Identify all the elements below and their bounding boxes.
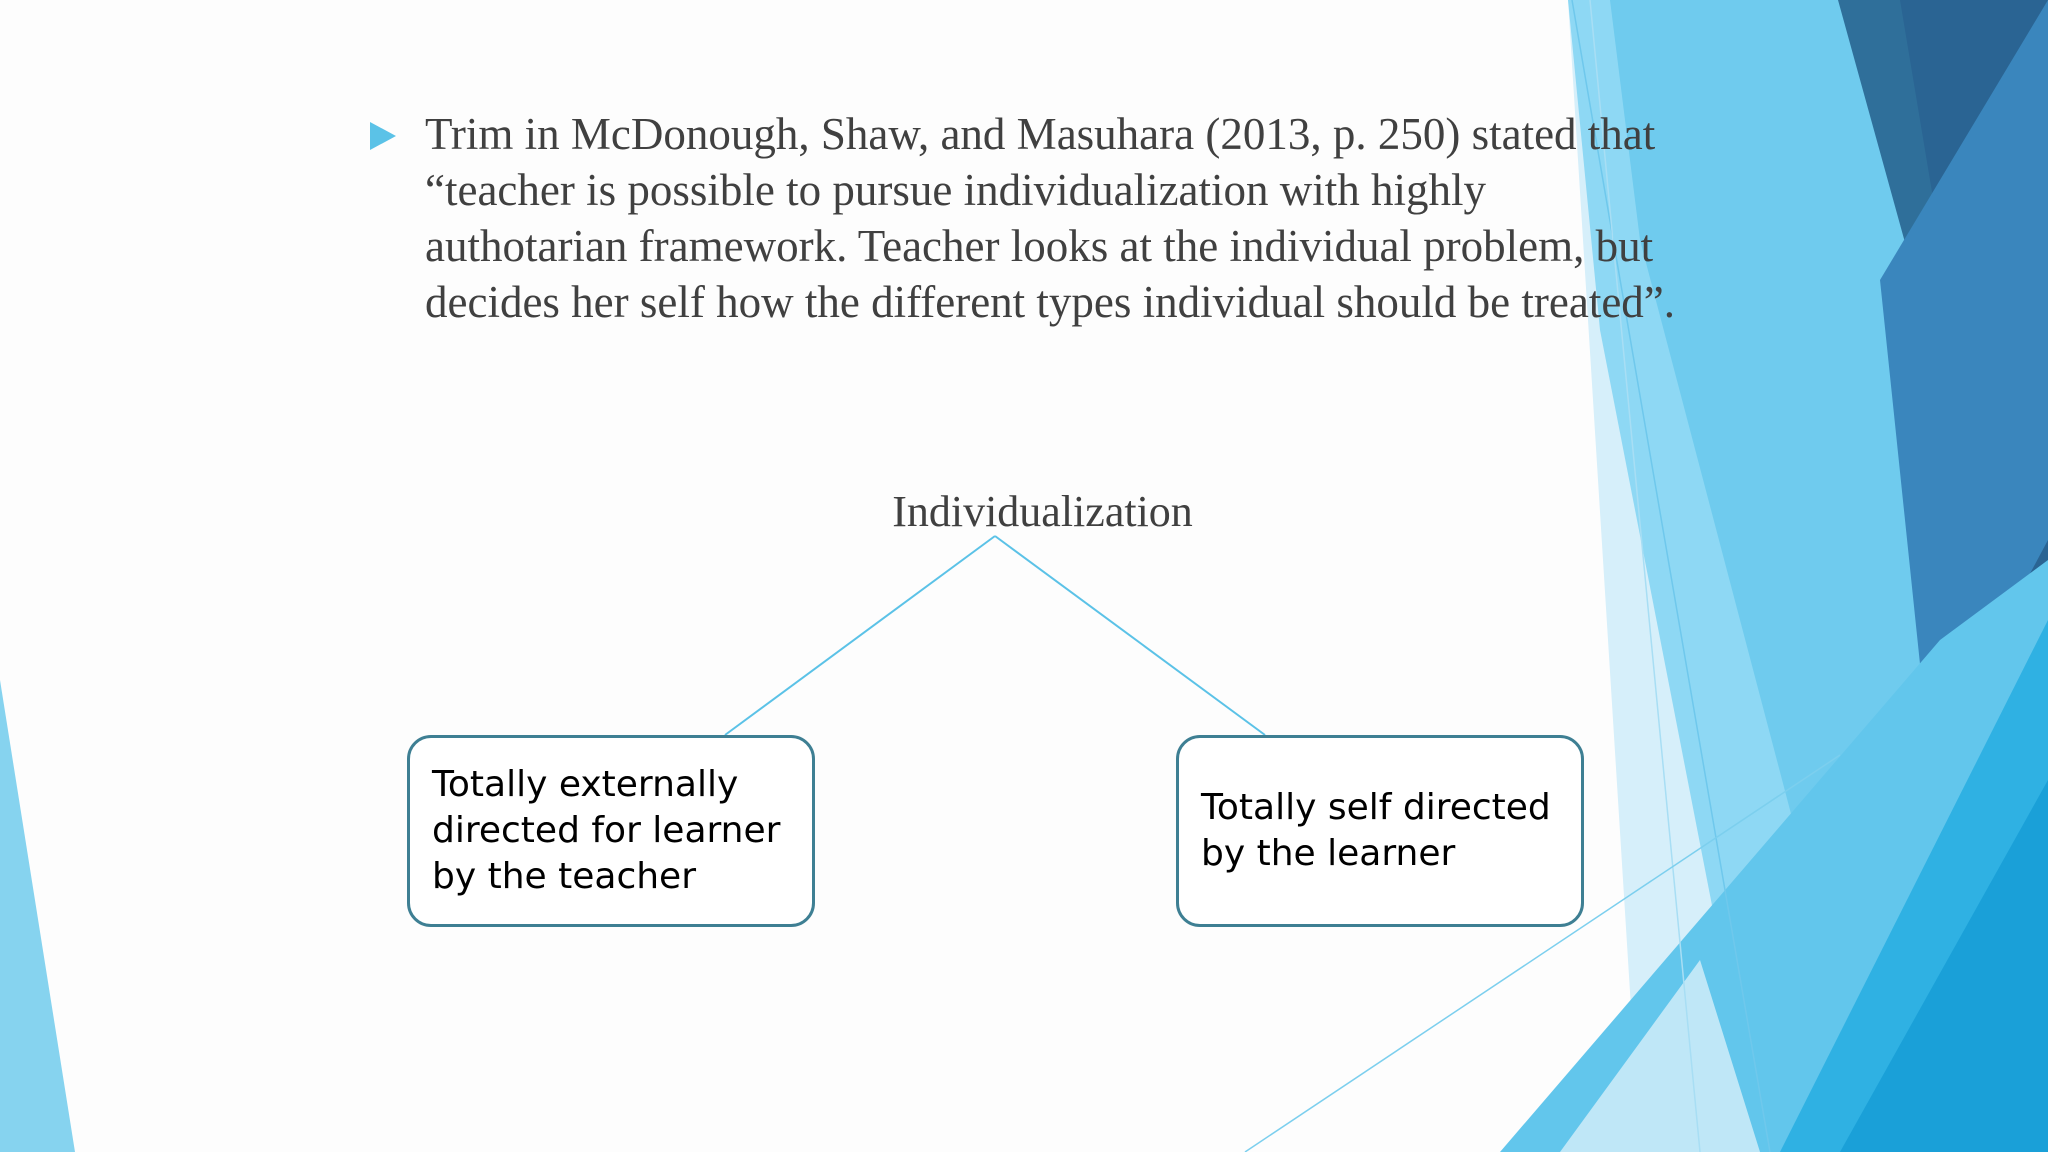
diagram-node-right — [1176, 735, 1584, 927]
bullet-text: Trim in McDonough, Shaw, and Masuhara (2013, p. 250) stated that “teacher is possible to pursue individualization with highly authotarian framework. Teacher looks at the individual problem, but decides her self how the different types individual should be treated”. — [425, 109, 1676, 327]
node-left-label: Totally externally directed for learner by the teacher — [432, 764, 781, 897]
node-right-label: Totally self directed by the learner — [1201, 787, 1551, 874]
diagram-root-label: Individualization — [892, 487, 1193, 536]
connector-right — [995, 536, 1265, 735]
connector-left — [725, 536, 995, 735]
diagram-node-left — [407, 735, 815, 927]
